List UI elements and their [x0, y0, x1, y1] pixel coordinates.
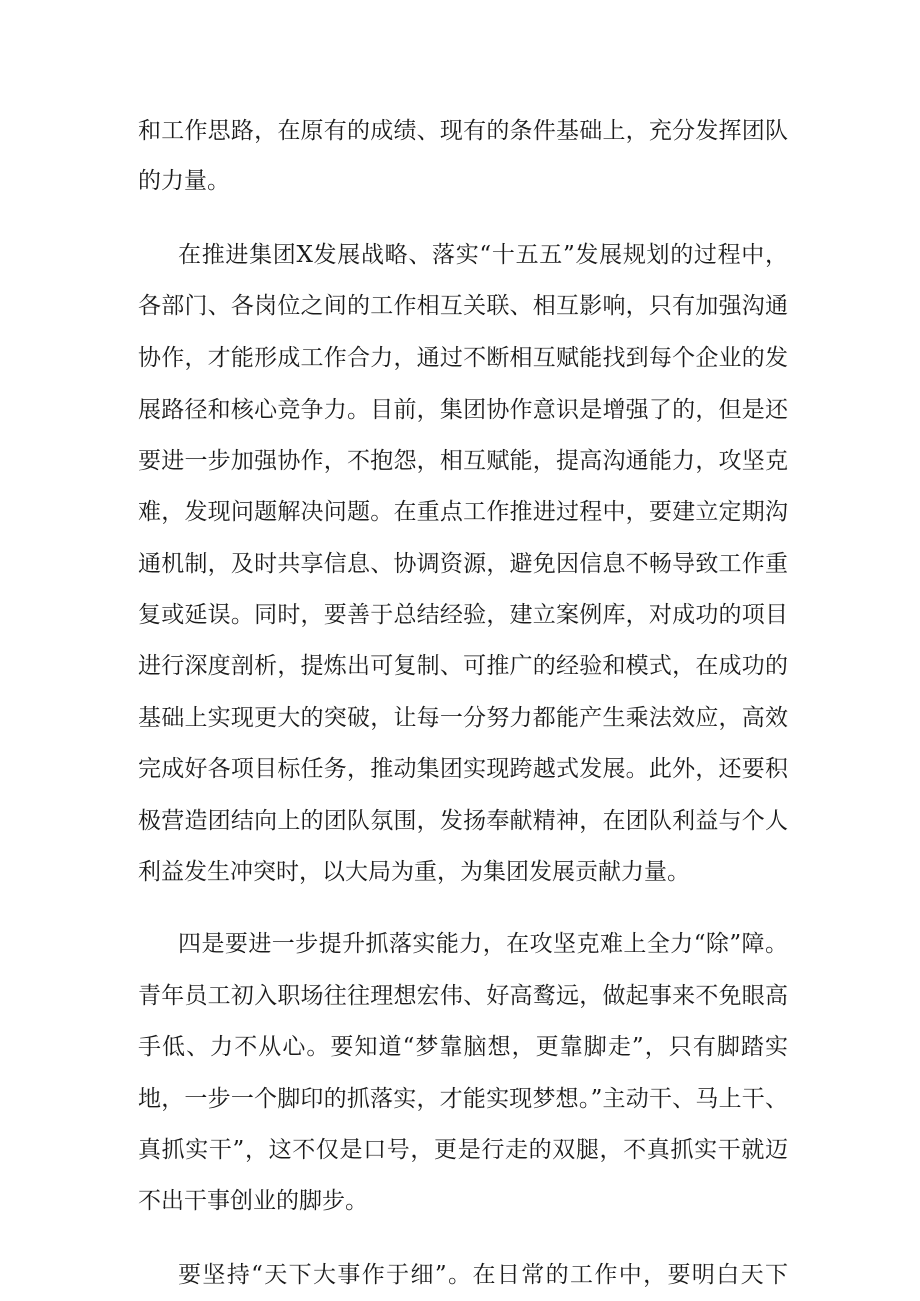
text-line: 青年员工初入职场往往理想宏伟、好高鹜远，做起事来不免眼高 — [138, 983, 788, 1009]
text-line: 和工作思路，在原有的成绩、现有的条件基础上，充分发挥团队 — [138, 118, 788, 144]
text-line: 要进一步加强协作，不抱怨，相互赋能，提高沟通能力，攻坚克 — [138, 448, 788, 474]
text-line: 在推进集团X发展战略、落实“十五五”发展规划的过程中， — [178, 242, 788, 268]
text-line: 基础上实现更大的突破，让每一分努力都能产生乘法效应，高效 — [138, 705, 788, 731]
text-line: 极营造团结向上的团队氛围，发扬奉献精神，在团队利益与个人 — [138, 808, 788, 834]
text-line: 展路径和核心竞争力。目前，集团协作意识是增强了的，但是还 — [138, 397, 788, 423]
text-line: 要坚持“天下大事作于细”。在日常的工作中，要明白天下 — [178, 1262, 788, 1288]
text-line: 地，一步一个脚印的抓落实，才能实现梦想。”主动干、马上干、 — [138, 1086, 788, 1112]
text-line: 不出干事创业的脚步。 — [138, 1188, 368, 1214]
text-line: 各部门、各岗位之间的工作相互关联、相互影响，只有加强沟通 — [138, 293, 788, 319]
text-line: 通机制，及时共享信息、协调资源，避免因信息不畅导致工作重 — [138, 551, 788, 577]
text-line: 真抓实干”，这不仅是口号，更是行走的双腿，不真抓实干就迈 — [138, 1137, 788, 1163]
text-line: 利益发生冲突时，以大局为重，为集团发展贡献力量。 — [138, 859, 690, 885]
text-line: 的力量。 — [138, 168, 230, 194]
text-line: 协作，才能形成工作合力，通过不断相互赋能找到每个企业的发 — [138, 345, 788, 371]
text-line: 复或延误。同时，要善于总结经验，建立案例库，对成功的项目 — [138, 602, 788, 628]
text-line: 进行深度剖析，提炼出可复制、可推广的经验和模式，在成功的 — [138, 653, 788, 679]
text-line: 手低、力不从心。要知道“梦靠脑想，更靠脚走”，只有脚踏实 — [138, 1034, 788, 1060]
text-line: 完成好各项目标任务，推动集团实现跨越式发展。此外，还要积 — [138, 756, 788, 782]
text-line: 难，发现问题解决问题。在重点工作推进过程中，要建立定期沟 — [138, 499, 788, 525]
text-line: 四是要进一步提升抓落实能力，在攻坚克难上全力“除”障。 — [178, 931, 788, 957]
